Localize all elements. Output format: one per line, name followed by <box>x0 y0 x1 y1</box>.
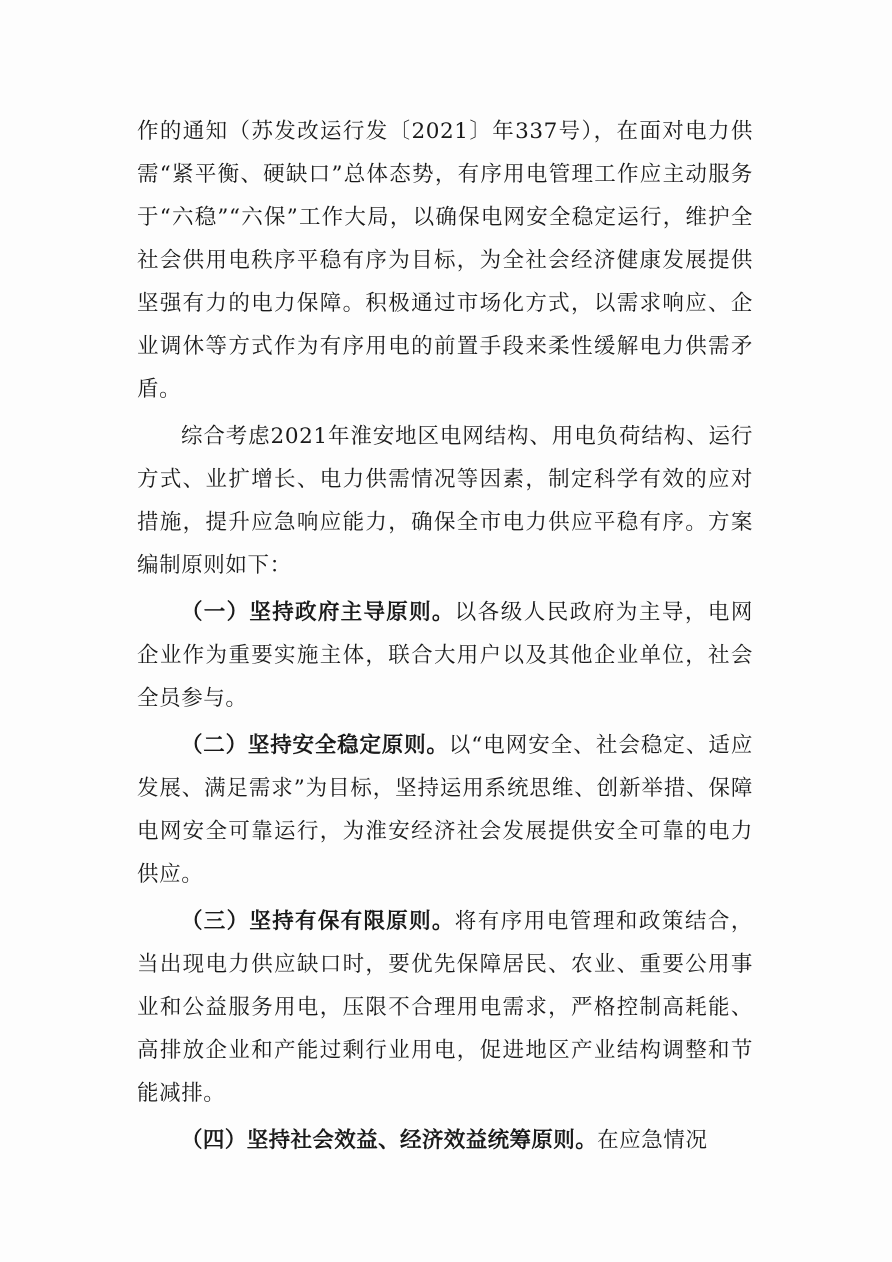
principle-text: 以“电网安全、社会稳定、适应发展、满足需求”为目标，坚持运用系统思维、创新举措、保障电网安全可靠运行，为淮安经济社会发展提供安全可靠的电力供应。 <box>137 733 753 887</box>
paragraph-continuation <box>137 110 753 411</box>
principle-text: 将有序用电管理和政策结合，当出现电力供应缺口时，要优先保障居民、农业、重要公用事业和公益服务用电，压限不合理用电需求，严格控制高耗能、高排放企业和产能过剩行业用电，促进地区产业结构调整和节能减排。 <box>137 909 753 1106</box>
principle-heading: （一）坚持政府主导原则。 <box>181 600 455 625</box>
paragraph-text: 综合考虑2021年淮安地区电网结构、用电负荷结构、运行方式、业扩增长、电力供需情况等因素，制定科学有效的应对措施，提升应急响应能力，确保全市电力供应平稳有序。方案编制原则如下： <box>137 424 753 578</box>
principle-heading: （四）坚持社会效益、经济效益统筹原则。 <box>181 1128 598 1153</box>
principle-4 <box>137 1119 753 1162</box>
principle-heading: （三）坚持有保有限原则。 <box>181 909 455 934</box>
principle-2 <box>137 724 753 896</box>
principle-text: 以各级人民政府为主导，电网企业作为重要实施主体，联合大用户以及其他企业单位，社会全员参与。 <box>137 600 753 711</box>
paragraph-text: 作的通知（苏发改运行发〔2021〕年337号），在面对电力供需“紧平衡、硬缺口”总体态势，有序用电管理工作应主动服务于“六稳”“六保”工作大局，以确保电网安全稳定运行，维护全社会供用电秩序平稳有序为目标，为全社会经济健康发展提供坚强有力的电力保障。积极通过市场化方式，以需求响应、企业调休等方式作为有序用电的前置手段来柔性缓解电力供需矛盾。 <box>137 119 753 402</box>
paragraph-overview <box>137 415 753 587</box>
principle-heading: （二）坚持安全稳定原则。 <box>181 733 449 758</box>
document-body <box>137 110 753 1166</box>
principle-text: 在应急情况 <box>597 1128 708 1153</box>
principle-3 <box>137 900 753 1115</box>
principle-1 <box>137 591 753 720</box>
